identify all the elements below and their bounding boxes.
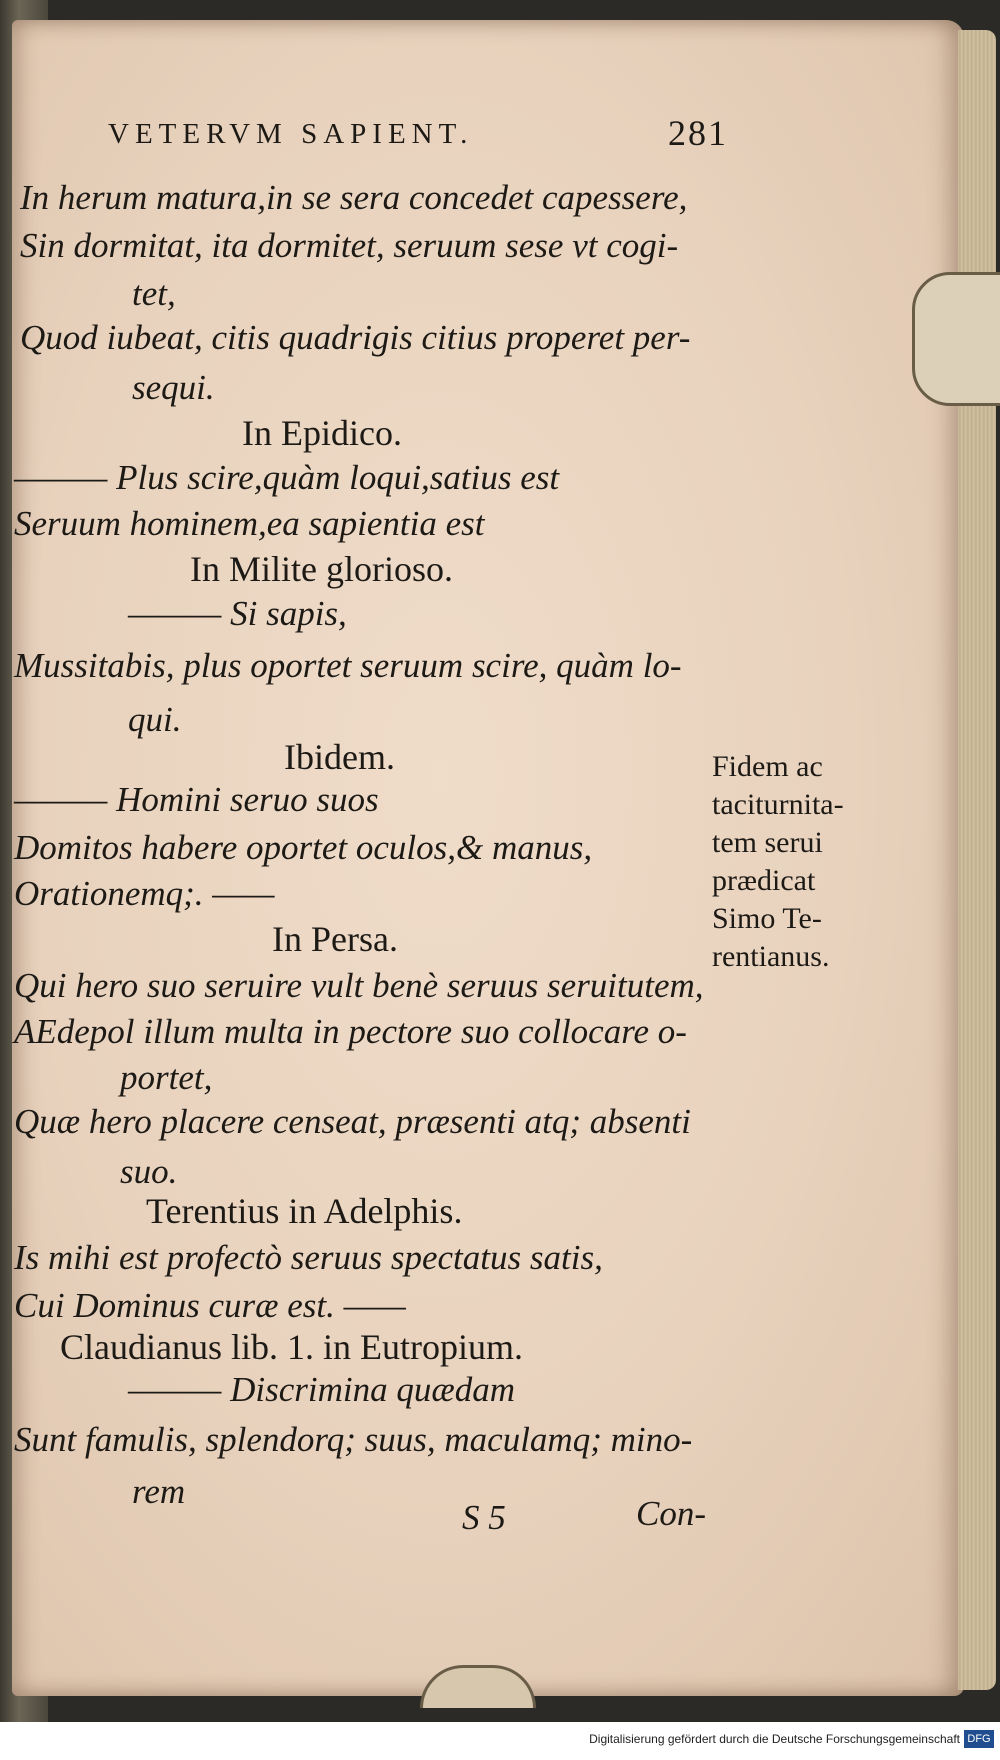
text-line: Qui hero suo seruire vult benè seruus seruitutem, xyxy=(14,966,704,1005)
signature-mark: S 5 xyxy=(462,1498,506,1537)
marginal-note-line: rentianus. xyxy=(712,940,830,973)
section-heading: Terentius in Adelphis. xyxy=(146,1191,463,1231)
text-line: Mussitabis, plus oportet seruum scire, quàm lo- xyxy=(14,646,682,685)
text-line: ——— Si sapis, xyxy=(128,594,347,633)
text-line: rem xyxy=(132,1472,186,1511)
section-heading: In Milite glorioso. xyxy=(190,549,453,589)
text-line: Quod iubeat, citis quadrigis citius properet per- xyxy=(20,318,691,357)
text-line: qui. xyxy=(128,700,182,739)
text-line: Sunt famulis, splendorq; suus, maculamq; mino- xyxy=(14,1420,693,1459)
text-line: Quæ hero placere censeat, præsenti atq; absenti xyxy=(14,1102,691,1141)
text-line: ——— Discrimina quædam xyxy=(128,1370,515,1409)
dfg-logo: DFG xyxy=(964,1730,994,1748)
running-head-title: VETERVM SAPIENT. xyxy=(108,118,474,150)
marginal-note-line: prædicat xyxy=(712,864,816,897)
section-heading: In Epidico. xyxy=(242,413,402,453)
text-line: In herum matura,in se sera concedet capessere, xyxy=(20,178,688,217)
text-line: tet, xyxy=(132,274,176,313)
text-line: Cui Dominus curæ est. —— xyxy=(14,1286,406,1325)
text-line: Domitos habere oportet oculos,& manus, xyxy=(14,828,593,867)
text-line: Sin dormitat, ita dormitet, seruum sese vt cogi- xyxy=(20,226,679,265)
marginal-note xyxy=(712,748,844,976)
text-line: ——— Homini seruo suos xyxy=(14,780,379,819)
section-heading: In Persa. xyxy=(272,919,398,959)
text-line: AEdepol illum multa in pectore suo collocare o- xyxy=(14,1012,687,1051)
catchword: Con- xyxy=(636,1494,706,1533)
text-line: Is mihi est profectò seruus spectatus satis, xyxy=(14,1238,603,1277)
marginal-note-line: Simo Te- xyxy=(712,902,822,935)
text-line: suo. xyxy=(120,1152,178,1191)
text-line: portet, xyxy=(120,1058,213,1097)
text-line: Seruum hominem,ea sapientia est xyxy=(14,504,485,543)
clasp-tab xyxy=(912,272,1000,406)
text-line: Orationemq;. —— xyxy=(14,874,275,913)
footer-credit: Digitalisierung gefördert durch die Deutsche Forschungsgemeinschaft xyxy=(589,1732,960,1746)
page-number: 281 xyxy=(668,113,728,153)
marginal-note-line: tem serui xyxy=(712,826,823,859)
digitization-footer xyxy=(0,1722,1000,1760)
running-head xyxy=(108,113,728,153)
text-line: ——— Plus scire,quàm loqui,satius est xyxy=(14,458,560,497)
text-line: sequi. xyxy=(132,368,215,407)
marginal-note-line: taciturnita- xyxy=(712,788,844,821)
section-heading: Claudianus lib. 1. in Eutropium. xyxy=(60,1327,523,1367)
marginal-note-line: Fidem ac xyxy=(712,750,823,783)
section-heading: Ibidem. xyxy=(284,737,395,777)
